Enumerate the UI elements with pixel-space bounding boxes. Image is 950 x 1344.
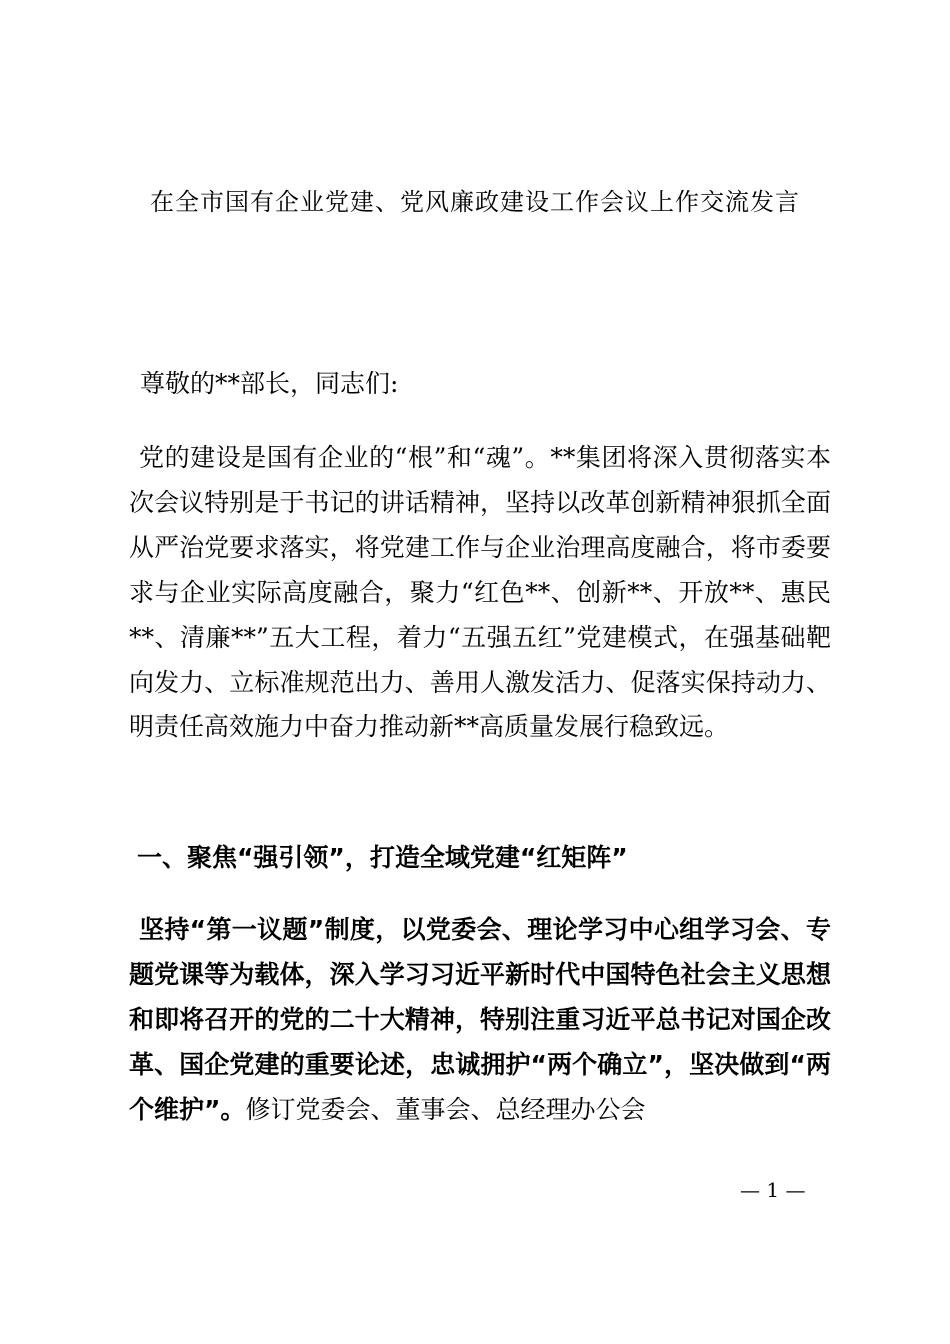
salutation: 尊敬的**部长，同志们: xyxy=(140,369,399,398)
paragraph-bold-text: 坚持“第一议题”制度，以党委会、理论学习中心组学习会、专题党课等为载体，深入学习习近平新时代中国特色社会主义思想和即将召开的党的二十大精神，特别注重习近平总书记对国企改革、国企党建的重要论述，忠诚拥护“两个确立”，坚决做到“两个维护”。 xyxy=(129,915,831,1124)
section-heading: 一、聚焦“强引领”，打造全域党建“红矩阵” xyxy=(137,843,628,872)
paragraph-section-1 xyxy=(129,908,831,1133)
paragraph-intro: 党的建设是国有企业的“根”和“魂”。**集团将深入贯彻落实本次会议特别是于书记的讲话精神，坚持以改革创新精神狠抓全面从严治党要求落实，将党建工作与企业治理高度融合，将市委要求与企业实际高度融合，聚力“红色**、创新**、开放**、惠民**、清廉**”五大工程，着力“五强五红”党建模式，在强基础靶向发力、立标准规范出力、善用人激发活力、促落实保持动力、明责任高效施力中奋力推动新**高质量发展行稳致远。 xyxy=(129,443,831,742)
page-number: — 1 — xyxy=(740,1178,806,1202)
paragraph-regular-text: 修订党委会、董事会、总经理办公会 xyxy=(245,1094,646,1124)
document-title: 在全市国有企业党建、党风廉政建设工作会议上作交流发言 xyxy=(150,188,800,216)
